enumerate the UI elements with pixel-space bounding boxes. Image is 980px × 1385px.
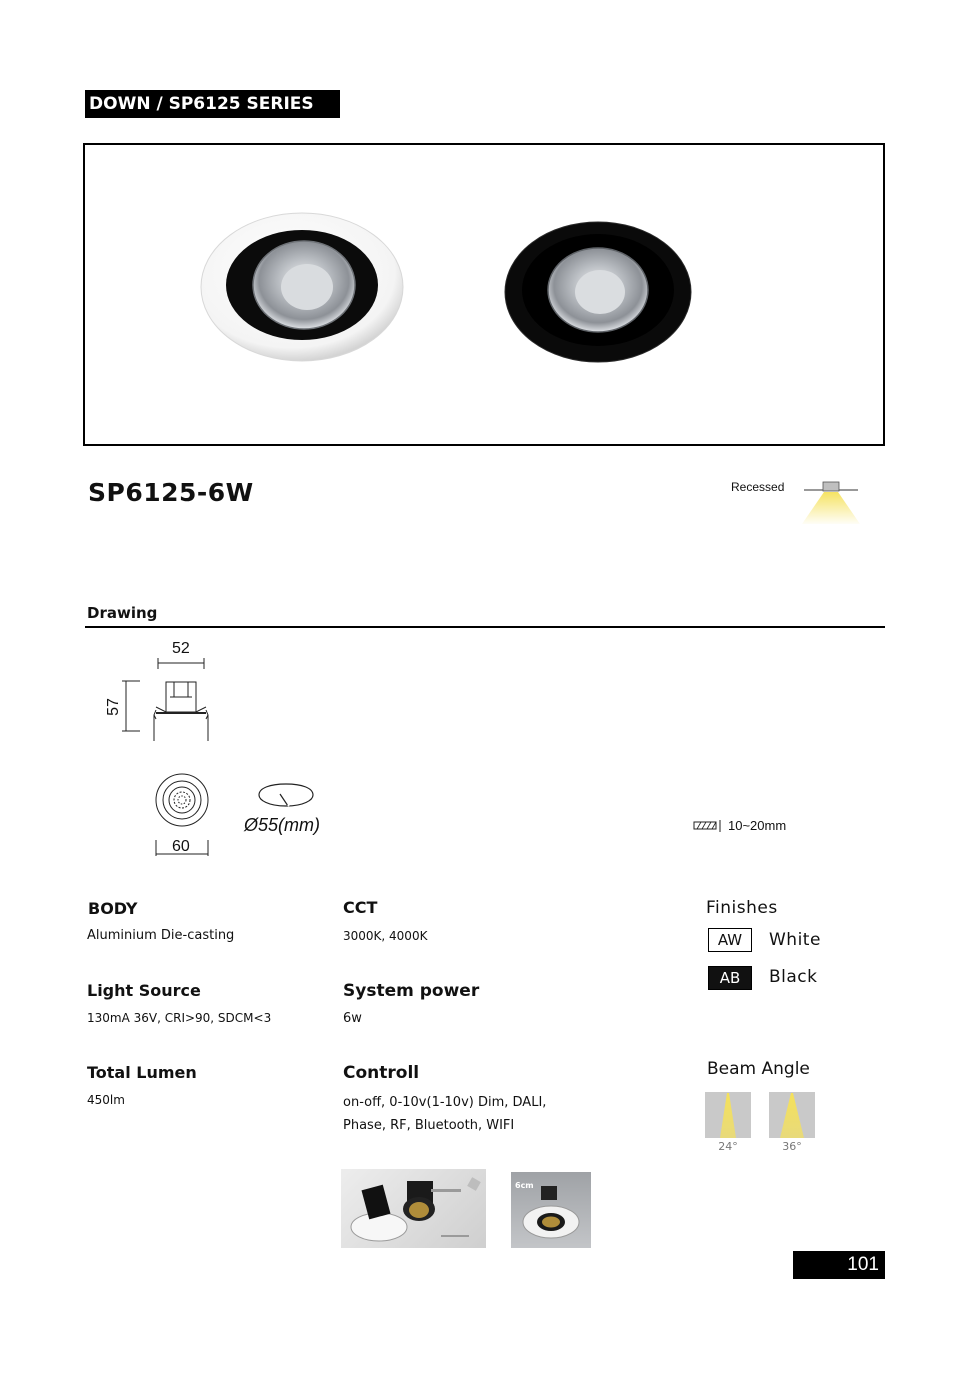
white-downlight-photo — [201, 213, 403, 361]
finish-code-aw: AW — [708, 928, 752, 952]
spec-control-line2: Phase, RF, Bluetooth, WIFI — [343, 1118, 515, 1133]
width-dimension: 52 — [172, 640, 190, 657]
beam-tile-36 — [769, 1092, 815, 1138]
ceiling-thickness-value: 10~20mm — [728, 818, 787, 833]
beam-36-icon — [769, 1092, 815, 1138]
page-number: 101 — [793, 1251, 885, 1279]
thumbnail-size-label: 6cm — [515, 1181, 534, 1190]
spec-control-label: Controll — [343, 1063, 420, 1083]
front-view-drawing — [150, 768, 214, 832]
install-type-label: Recessed — [731, 480, 785, 494]
spec-system-power-label: System power — [343, 981, 480, 1001]
finishes-title: Finishes — [706, 898, 778, 918]
black-downlight-photo — [505, 222, 691, 362]
side-view-drawing — [118, 655, 218, 745]
beam-tile-24 — [705, 1092, 751, 1138]
drawing-section-divider — [85, 626, 885, 628]
cutout-icon — [256, 782, 316, 810]
spec-light-source-value: 130mA 36V, CRI>90, SDCM<3 — [87, 1011, 272, 1025]
recessed-icon — [798, 478, 864, 526]
beam-24-icon — [705, 1092, 751, 1138]
spec-system-power-value: 6w — [343, 1011, 362, 1026]
product-photos — [85, 145, 883, 444]
finish-name-black: Black — [769, 967, 818, 987]
thumbnail-exploded-view — [341, 1169, 486, 1248]
product-model: SP6125-6W — [88, 478, 254, 507]
spec-body-value: Aluminium Die-casting — [87, 928, 235, 943]
spec-total-lumen-value: 450lm — [87, 1093, 125, 1107]
exploded-view-illustration — [341, 1169, 486, 1248]
beam-label-36: 36° — [782, 1140, 802, 1153]
spec-body-label: BODY — [88, 899, 138, 918]
spec-cct-value: 3000K, 4000K — [343, 929, 428, 943]
diameter-dimension: 60 — [172, 838, 190, 855]
spec-total-lumen-label: Total Lumen — [87, 1063, 197, 1082]
drawing-section-title: Drawing — [87, 604, 158, 622]
spec-control-line1: on-off, 0-10v(1-10v) Dim, DALI, — [343, 1095, 547, 1110]
product-photo-frame — [83, 143, 885, 446]
beam-angle-title: Beam Angle — [707, 1059, 810, 1079]
cutout-dimension: Ø55(mm) — [244, 815, 320, 835]
finish-name-white: White — [769, 930, 821, 950]
series-header: DOWN / SP6125 SERIES — [85, 90, 340, 118]
spec-cct-label: CCT — [343, 898, 378, 917]
finish-code-ab: AB — [708, 966, 752, 990]
spec-light-source-label: Light Source — [87, 981, 201, 1000]
thumbnail-installed-view — [511, 1172, 591, 1248]
beam-label-24: 24° — [718, 1140, 738, 1153]
height-dimension: 57 — [104, 698, 122, 716]
ceiling-thickness-icon — [693, 819, 725, 833]
